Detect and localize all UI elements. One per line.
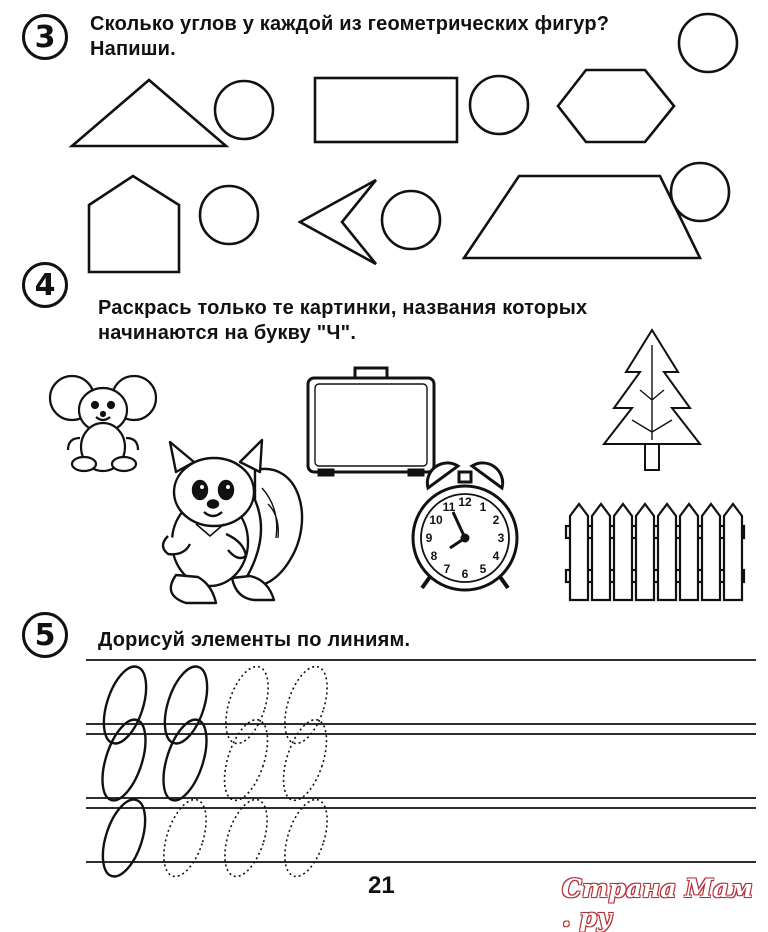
- clock-number: 1: [479, 500, 487, 514]
- task-4-line-2: начинаются на букву "Ч".: [98, 322, 357, 344]
- fir-tree-picture[interactable]: [604, 330, 700, 470]
- oval-elements-solid: [94, 661, 216, 881]
- triangle-shape: [72, 80, 226, 146]
- oval-elements-dotted[interactable]: [156, 661, 336, 881]
- clock-number: 11: [442, 500, 456, 514]
- clock-number: 2: [492, 513, 500, 527]
- answer-circle-trapezoid[interactable]: [671, 163, 729, 221]
- task-number-5: 5: [22, 612, 68, 658]
- clock-number: 5: [479, 562, 487, 576]
- fence-picture[interactable]: [566, 504, 744, 600]
- clock-number: 10: [429, 513, 443, 527]
- answer-circle-triangle[interactable]: [215, 81, 273, 139]
- page-number: 21: [368, 872, 395, 899]
- answer-circle-pentagon[interactable]: [200, 186, 258, 244]
- task-3-line-2: Напиши.: [90, 38, 176, 60]
- answer-circle-rectangle[interactable]: [470, 76, 528, 134]
- trapezoid-shape: [464, 176, 700, 258]
- rectangle-shape: [315, 78, 457, 142]
- task-number-3: 3: [22, 14, 68, 60]
- mouse-picture[interactable]: [50, 376, 156, 471]
- clock-number: 3: [497, 531, 505, 545]
- task-5-line-1: Дорисуй элементы по линиям.: [98, 629, 411, 651]
- clock-number: 6: [461, 567, 469, 581]
- suitcase-picture[interactable]: [308, 368, 434, 475]
- writing-lines[interactable]: [86, 660, 756, 862]
- task-4-line-1: Раскрась только те картинки, названия которых: [98, 297, 588, 319]
- answer-circle-chevron[interactable]: [382, 191, 440, 249]
- clock-number: 4: [492, 549, 500, 563]
- pentagon-house-shape: [89, 176, 179, 272]
- task-3-line-1: Сколько углов у каждой из геометрических фигур?: [90, 13, 610, 35]
- hexagon-shape: [558, 70, 674, 142]
- clock-number: 7: [443, 562, 451, 576]
- watermark: Страна Мам . ру: [562, 874, 753, 932]
- answer-circle-hexagon[interactable]: [679, 14, 737, 72]
- clock-number: 9: [425, 531, 433, 545]
- clock-number: 8: [430, 549, 438, 563]
- squirrel-picture[interactable]: [163, 440, 302, 603]
- task-number-4: 4: [22, 262, 68, 308]
- clock-number: 12: [458, 495, 472, 509]
- chevron-shape: [300, 180, 376, 264]
